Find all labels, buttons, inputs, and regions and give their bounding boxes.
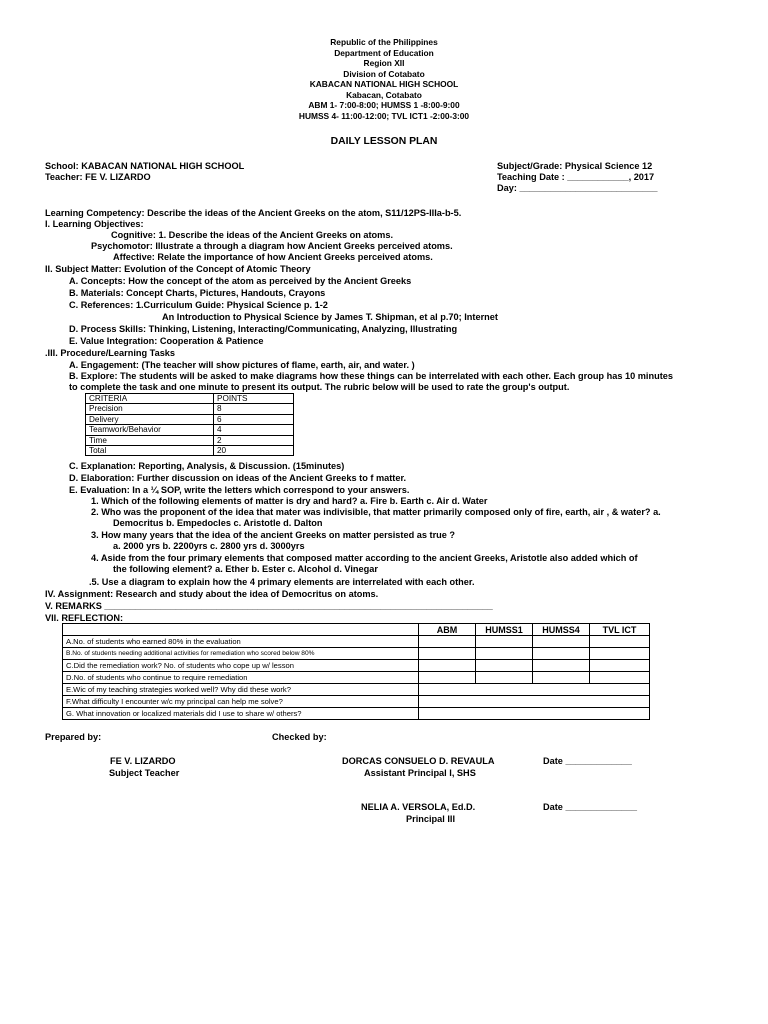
reflection-cell	[590, 660, 650, 672]
header-schedule-1: ABM 1- 7:00-8:00; HUMSS 1 -8:00-9:00	[308, 100, 460, 110]
table-row	[63, 672, 650, 684]
reflection-cell	[419, 660, 476, 672]
rubric-criteria: Teamwork/Behavior	[86, 425, 214, 435]
reflection-answer-cell	[419, 684, 650, 696]
subject-matter-c-reference: An Introduction to Physical Science by James T. Shipman, et al p.70; Internet	[162, 312, 498, 322]
question-1: 1. Which of the following elements of matter is dry and hard? a. Fire b. Earth c. Air d. Water	[91, 496, 488, 506]
reflection-cell	[419, 636, 476, 648]
objective-affective: Affective: Relate the importance of how Ancient Greeks perceived atoms.	[113, 252, 433, 262]
teaching-date-field: Teaching Date : ____________, 2017	[497, 172, 655, 182]
reflection-cell	[476, 648, 533, 660]
header-department: Department of Education	[334, 47, 434, 58]
principal-title: Principal III	[406, 814, 456, 824]
reflection-header-label	[63, 624, 419, 636]
reflection-question: F.What difficulty I encounter w/c my principal can help me solve?	[63, 696, 419, 708]
reflection-cell	[419, 648, 476, 660]
learning-competency: Learning Competency: Describe the ideas of the Ancient Greeks on the atom, S11/12PS-IIIa-b-5.	[45, 208, 462, 218]
question-2-choices: Democritus b. Empedocles c. Aristotle d. Dalton	[113, 518, 323, 528]
assistant-principal-name: DORCAS CONSUELO D. REVAULA	[342, 756, 495, 766]
table-row	[63, 696, 650, 708]
reflection-cell	[476, 672, 533, 684]
reflection-cell	[590, 648, 650, 660]
subject-matter-b: B. Materials: Concept Charts, Pictures, Handouts, Crayons	[69, 288, 326, 298]
reflection-heading: VII. REFLECTION:	[45, 613, 124, 623]
header-region: Region XII	[363, 58, 405, 68]
table-row	[86, 446, 294, 456]
rubric-points: 2	[214, 435, 294, 445]
reflection-table	[62, 623, 650, 720]
reflection-question: B.No. of students needing additional activities for remediation who scored below 80%	[63, 648, 419, 660]
table-row	[63, 648, 650, 660]
rubric-criteria: Delivery	[86, 414, 214, 424]
table-row	[63, 624, 650, 636]
procedure-c: C. Explanation: Reporting, Analysis, & Discussion. (15minutes)	[69, 461, 345, 471]
rubric-criteria: Precision	[86, 404, 214, 414]
subject-matter-a: A. Concepts: How the concept of the atom as perceived by the Ancient Greeks	[69, 276, 412, 286]
procedure-d: D. Elaboration: Further discussion on ideas of the Ancient Greeks to f matter.	[69, 473, 407, 483]
date-line-2: Date ______________	[543, 802, 638, 812]
teacher-field: Teacher: FE V. LIZARDO	[45, 172, 151, 182]
reflection-answer-cell	[419, 696, 650, 708]
question-4-choices: the following element? a. Ether b. Ester c. Alcohol d. Vinegar	[113, 564, 378, 574]
rubric-points: 20	[214, 446, 294, 456]
procedure-b-cont: to complete the task and one minute to present its output. The rubric below will be used to rate the group's output.	[69, 382, 570, 392]
table-row	[86, 404, 294, 414]
reflection-question: G. What innovation or localized materials did I use to share w/ others?	[63, 708, 419, 720]
rubric-table	[85, 393, 294, 456]
day-field: Day: ___________________________	[497, 183, 658, 193]
reflection-header-abm: ABM	[419, 624, 476, 636]
question-5: .5. Use a diagram to explain how the 4 primary elements are interrelated with each other.	[89, 577, 475, 587]
page-title: DAILY LESSON PLAN	[330, 136, 438, 147]
table-row	[86, 425, 294, 435]
reflection-cell	[476, 660, 533, 672]
question-2: 2. Who was the proponent of the idea that mater was indivisible, that matter primarily composed only of fire, earth, air , & water? a.	[91, 507, 661, 517]
header-division: Division of Cotabato	[343, 68, 425, 79]
rubric-points: 8	[214, 404, 294, 414]
reflection-header-humss4: HUMSS4	[533, 624, 590, 636]
subject-matter-d: D. Process Skills: Thinking, Listening, Interacting/Communicating, Analyzing, Illustrating	[69, 324, 458, 334]
subject-field: Subject/Grade: Physical Science 12	[497, 161, 653, 171]
reflection-question: D.No. of students who continue to require remediation	[63, 672, 419, 684]
question-4: 4. Aside from the four primary elements that composed matter according to the ancient Greeks, Aristotle also added which of	[91, 553, 638, 563]
table-row	[63, 684, 650, 696]
reflection-answer-cell	[419, 708, 650, 720]
table-row	[63, 708, 650, 720]
reflection-header-humss1: HUMSS1	[476, 624, 533, 636]
reflection-cell	[590, 636, 650, 648]
date-line-1: Date _____________	[543, 756, 632, 766]
subject-matter-c: C. References: 1.Curriculum Guide: Physical Science p. 1-2	[69, 300, 328, 310]
procedure-b: B. Explore: The students will be asked to make diagrams how these things can be interrelated with each other. Each group has 10 minutes	[69, 371, 673, 381]
reflection-cell	[419, 672, 476, 684]
table-row	[86, 414, 294, 424]
teacher-name: FE V. LIZARDO	[110, 756, 176, 766]
header-republic: Republic of the Philippines	[330, 37, 438, 47]
reflection-cell	[590, 672, 650, 684]
procedure-heading: .III. Procedure/Learning Tasks	[45, 348, 176, 358]
header-location: Kabacan, Cotabato	[346, 89, 422, 100]
reflection-cell	[533, 660, 590, 672]
reflection-question: C.Did the remediation work? No. of students who cope up w/ lesson	[63, 660, 419, 672]
header-school: KABACAN NATIONAL HIGH SCHOOL	[309, 79, 459, 89]
objectives-heading: I. Learning Objectives:	[45, 219, 144, 229]
procedure-e: E. Evaluation: In a ¼ SOP, write the letters which correspond to your answers.	[69, 485, 410, 495]
subject-matter-heading: II. Subject Matter: Evolution of the Concept of Atomic Theory	[45, 264, 311, 274]
table-row	[86, 435, 294, 445]
reflection-question: E.Wic of my teaching strategies worked well? Why did these work?	[63, 684, 419, 696]
rubric-points: 6	[214, 414, 294, 424]
principal-name: NELIA A. VERSOLA, Ed.D.	[361, 802, 476, 812]
reflection-cell	[533, 648, 590, 660]
remarks: V. REMARKS ____________________________________________________________________________	[45, 601, 493, 611]
question-3-choices: a. 2000 yrs b. 2200yrs c. 2800 yrs d. 3000yrs	[113, 541, 305, 551]
rubric-criteria: Total	[86, 446, 214, 456]
question-3: 3. How many years that the idea of the ancient Greeks on matter persisted as true ?	[91, 530, 456, 540]
table-row	[86, 394, 294, 404]
reflection-header-tvl-ict: TVL ICT	[590, 624, 650, 636]
reflection-cell	[476, 636, 533, 648]
reflection-cell	[533, 636, 590, 648]
rubric-header-criteria: CRITERIA	[86, 394, 214, 404]
header-schedule-2: HUMSS 4- 11:00-12:00; TVL ICT1 -2:00-3:00	[298, 110, 470, 121]
rubric-points: 4	[214, 425, 294, 435]
rubric-header-points: POINTS	[214, 394, 294, 404]
subject-matter-e: E. Value Integration: Cooperation & Patience	[69, 336, 264, 346]
checked-by-label: Checked by:	[272, 732, 327, 742]
prepared-by-label: Prepared by:	[45, 732, 102, 742]
objective-cognitive: Cognitive: 1. Describe the ideas of the Ancient Greeks on atoms.	[111, 230, 393, 240]
assignment: IV. Assignment: Research and study about the idea of Democritus on atoms.	[45, 589, 379, 599]
assistant-principal-title: Assistant Principal I, SHS	[364, 768, 476, 778]
procedure-a: A. Engagement: (The teacher will show pictures of flame, earth, air, and water. )	[69, 360, 415, 370]
school-field: School: KABACAN NATIONAL HIGH SCHOOL	[45, 161, 245, 171]
objective-psychomotor: Psychomotor: Illustrate a through a diagram how Ancient Greeks perceived atoms.	[91, 241, 453, 251]
rubric-criteria: Time	[86, 435, 214, 445]
reflection-cell	[533, 672, 590, 684]
reflection-question: A.No. of students who earned 80% in the evaluation	[63, 636, 419, 648]
teacher-title: Subject Teacher	[109, 768, 180, 778]
table-row	[63, 660, 650, 672]
table-row	[63, 636, 650, 648]
